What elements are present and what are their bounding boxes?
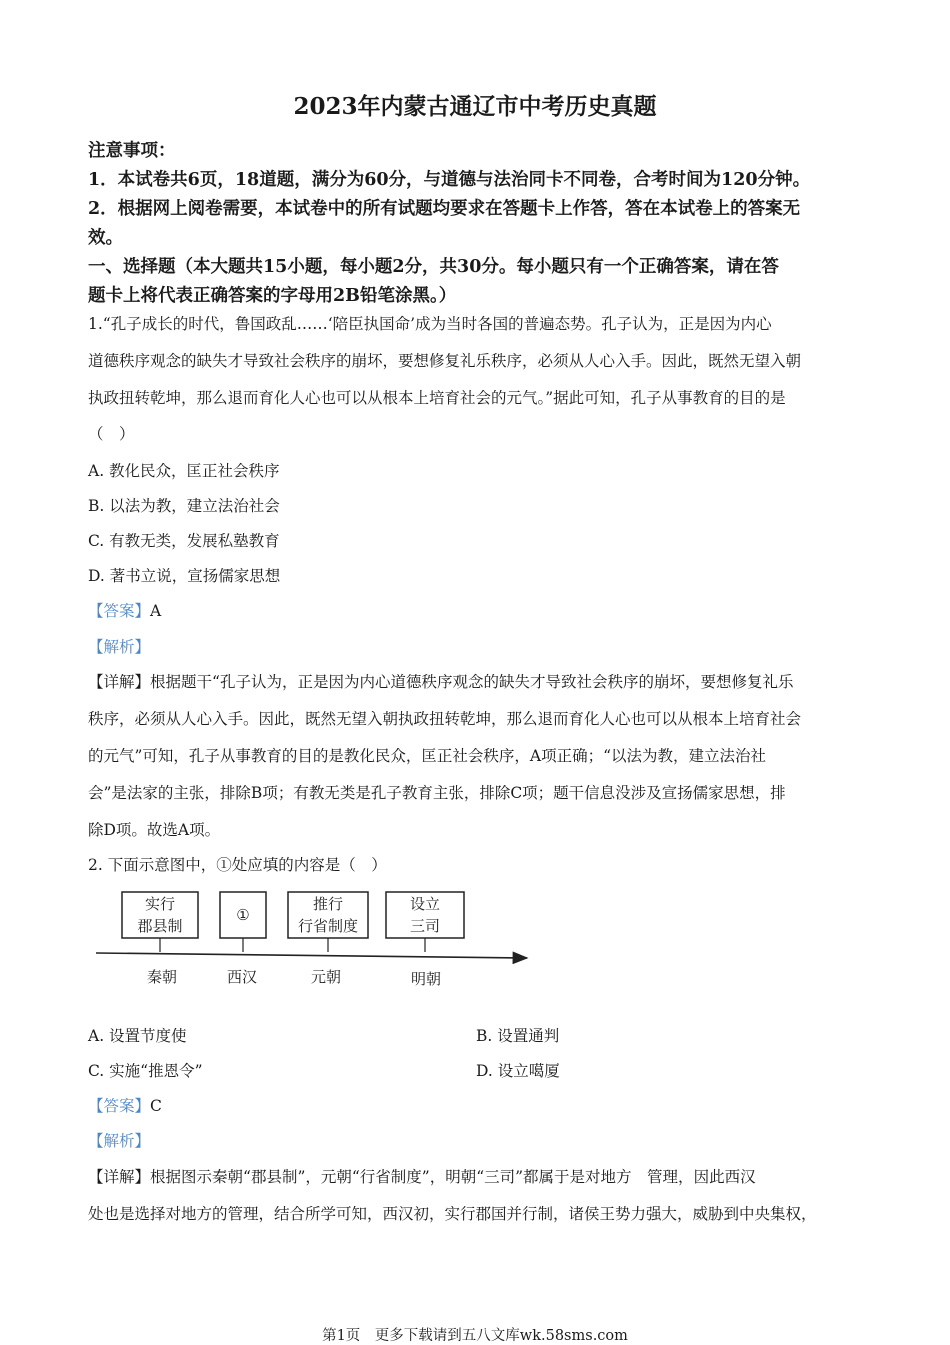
q2-option-d: D. 设立噶厦 [476,1062,560,1080]
q1-option-c: C. 有教无类，发展私塾教育 [88,532,280,550]
detail-label: 【详解】 [88,1168,151,1186]
answer-label: 【答案】 [88,1097,151,1115]
q1-stem-line: 1.“孔子成长的时代，鲁国政乱……‘陪臣执国命’成为当时各国的普遍态势。孔子认为，正是因为内心 [88,315,772,333]
q1-detail-line: 秩序，必须从人心入手。因此，既然无望入朝执政扭转乾坤，那么退而育化人心也可以从根本上培育社会 [88,710,802,728]
q1-detail-line: 的元气”可知，孔子从事教育的目的是教化民众，匡正社会秩序，A项正确；“以法为教，建立法治社 [88,747,767,765]
box-ming-line2: 三司 [409,917,441,935]
box-ming-line1: 设立 [409,895,441,913]
box-yuan-line1: 推行 [312,895,344,913]
page-title: 2023年内蒙古通辽市中考历史真题 [293,93,657,120]
q2-analysis-label: 【解析】 [88,1132,151,1150]
q1-detail-line: 会”是法家的主张，排除B项；有教无类是孔子教育主张，排除C项；题干信息没涉及宣扬儒家思想，排 [88,784,786,802]
q1-answer [88,599,161,621]
notice-heading: 注意事项： [88,141,176,161]
q1-stem-line: 执政扭转乾坤，那么退而育化人心也可以从根本上培育社会的元气。”据此可知，孔子从事教育的目的是 [88,389,786,407]
q1-stem-line: 道德秩序观念的缺失才导致社会秩序的崩坏，要想修复礼乐秩序，必须从人心入手。因此，既然无望入朝 [88,352,802,370]
q1-analysis-label: 【解析】 [88,638,151,656]
box-yuan-line2: 行省制度 [297,917,359,935]
q2-stem: 2. 下面示意图中，①处应填的内容是（ ） [88,856,387,874]
notice-item-2: 2．根据网上阅卷需要，本试卷中的所有试题均要求在答题卡上作答，答在本试卷上的答案无 [88,199,801,219]
q2-detail-line: 【详解】根据图示秦朝“郡县制”，元朝“行省制度”，明朝“三司”都属于是对地方 管理，因此西汉 [88,1168,756,1186]
dynasty-xihan: 西汉 [226,968,258,986]
q2-option-a: A. 设置节度使 [88,1027,187,1045]
q2-answer [88,1094,162,1116]
answer-value: C [150,1097,162,1115]
dynasty-ming: 明朝 [410,970,442,988]
section-heading-cont: 题卡上将代表正确答案的字母用2B铅笔涂黑。） [88,286,457,306]
timeline-diagram [92,884,542,994]
dynasty-qin: 秦朝 [146,968,178,986]
q1-stem-line: （ ） [88,425,135,443]
timeline-axis [96,953,527,958]
q1-option-b: B. 以法为教，建立法治社会 [88,497,280,515]
q1-detail-line: 【详解】根据题干“孔子认为，正是因为内心道德秩序观念的缺失才导致社会秩序的崩坏，要想修复礼乐 [88,673,794,691]
box-qin-line2: 郡县制 [137,917,183,935]
box-blank-label: ① [236,906,250,924]
q2-option-b: B. 设置通判 [476,1027,560,1045]
q2-option-c: C. 实施“推恩令” [88,1062,203,1080]
q1-option-d: D. 著书立说，宣扬儒家思想 [88,567,281,585]
detail-label: 【详解】 [88,673,151,691]
q1-option-a: A. 教化民众，匡正社会秩序 [88,462,280,480]
q2-detail-line: 处也是选择对地方的管理，结合所学可知，西汉初，实行郡国并行制，诸侯王势力强大，威胁到中央集权， [88,1205,817,1223]
box-qin-line1: 实行 [144,895,176,913]
answer-value: A [150,602,162,620]
notice-item-2-cont: 效。 [88,228,123,248]
q1-detail-line: 除D项。故选A项。 [88,821,221,839]
page-footer: 第1页 更多下载请到五八文库wk.58sms.com [322,1328,628,1344]
notice-item-1: 1．本试卷共6页，18道题，满分为60分，与道德与法治同卡不同卷，合考时间为120分钟。 [88,170,811,190]
dynasty-yuan: 元朝 [310,968,342,986]
answer-label: 【答案】 [88,602,151,620]
section-heading: 一、选择题（本大题共15小题，每小题2分，共30分。每小题只有一个正确答案，请在答 [88,257,779,277]
